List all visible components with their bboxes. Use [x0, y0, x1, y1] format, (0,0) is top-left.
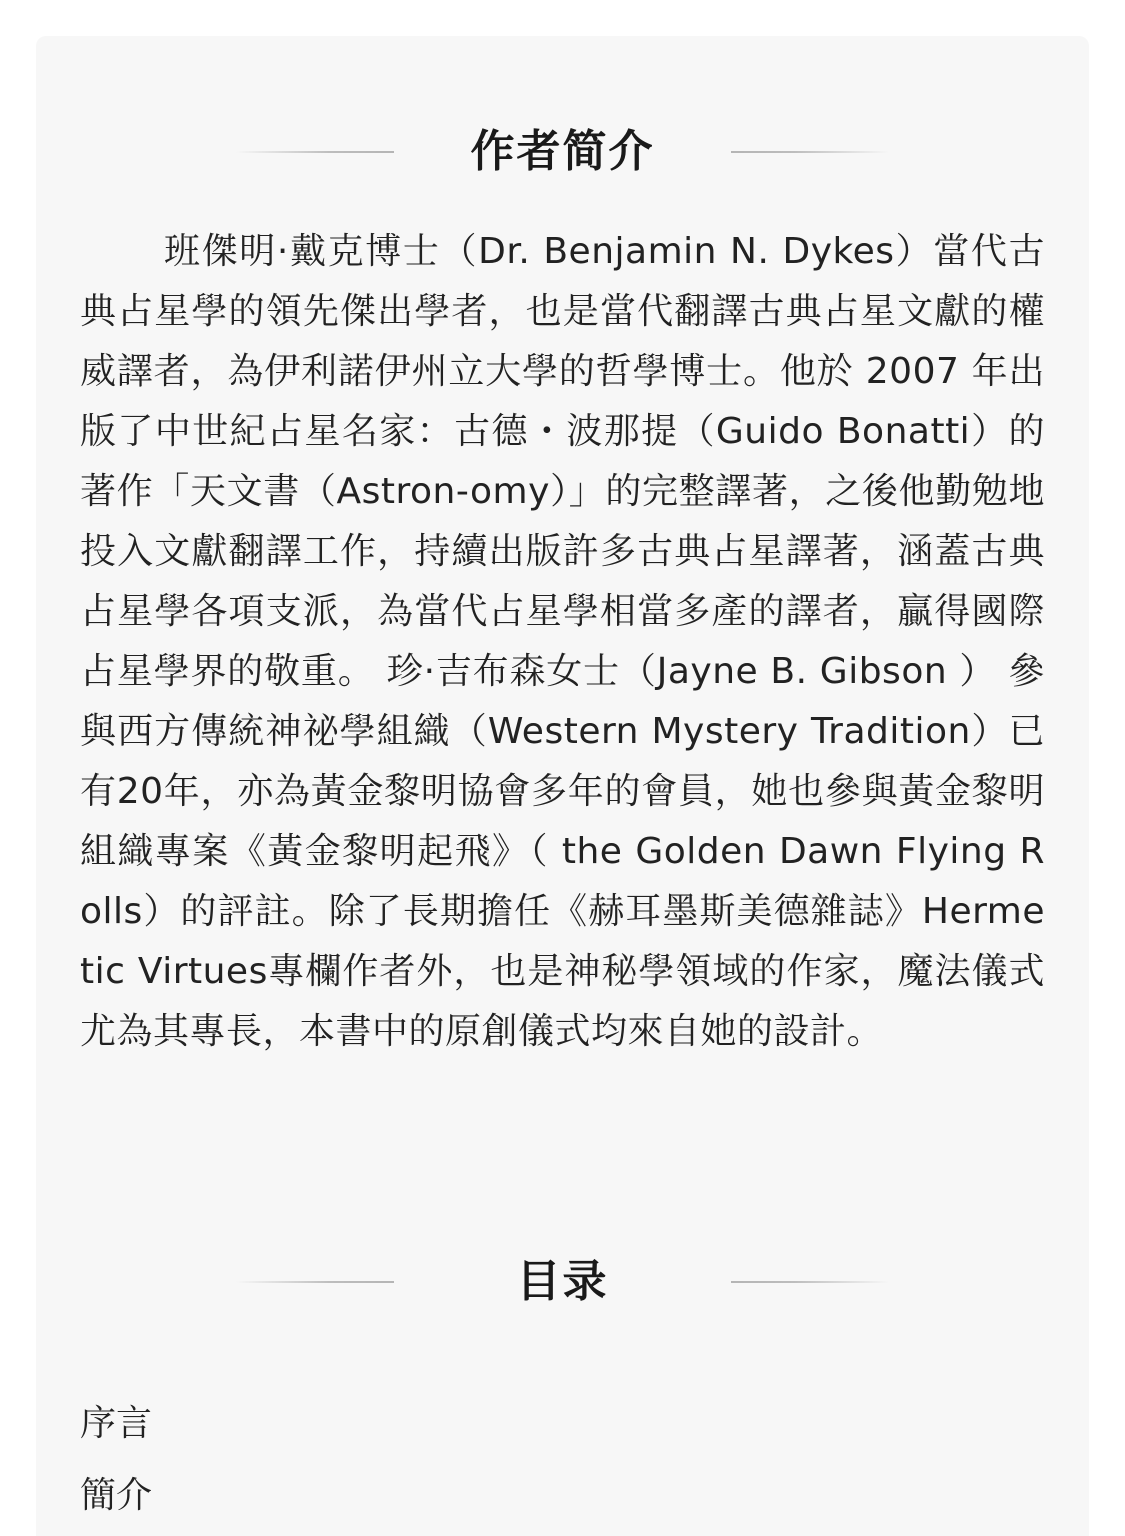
table-of-contents — [80, 1388, 1045, 1532]
toc-item-preface[interactable]: 序言 — [80, 1403, 153, 1444]
content-card — [36, 36, 1089, 1536]
author-bio-text: 班傑明·戴克博士（Dr. Benjamin N. Dykes）當代古典占星學的領先傑出學者，也是當代翻譯古典占星文獻的權威譯者，為伊利諾伊州立大學的哲學博士。他於 2007 年出版了中世紀占星名家：古德・波那提（Guido Bonatti）的著作「天文書（Astron-omy）」的完整譯著，之後他勤勉地投入文獻翻譯工作，持續出版許多古典占星譯著，涵蓋古典占星學各項支派，為當代占星學相當多產的譯者，贏得國際占星學界的敬重。 珍·吉布森女士（Jayne B. Gibson ） 參與西方傳統神祕學組織（Western Mystery Tradition）已有20年，亦為黃金黎明協會多年的會員，她也參與黃金黎明組織專案《黃金黎明起飛》（ the Golden Dawn Flying Rolls）的評註。除了長期擔任《赫耳墨斯美德雜誌》Hermetic Virtues專欄作者外，也是神秘學領域的作家，魔法儀式尤為其專長，本書中的原創儀式均來自她的設計。 — [80, 231, 1045, 1052]
toc-section-title: 目录 — [516, 1256, 609, 1307]
toc-item-introduction[interactable]: 簡介 — [80, 1475, 153, 1516]
author-section-title: 作者简介 — [470, 126, 655, 177]
toc-section-header — [36, 1242, 1089, 1322]
header-divider-right — [731, 1281, 889, 1283]
author-section-header — [36, 112, 1089, 192]
header-divider-right — [731, 151, 889, 153]
